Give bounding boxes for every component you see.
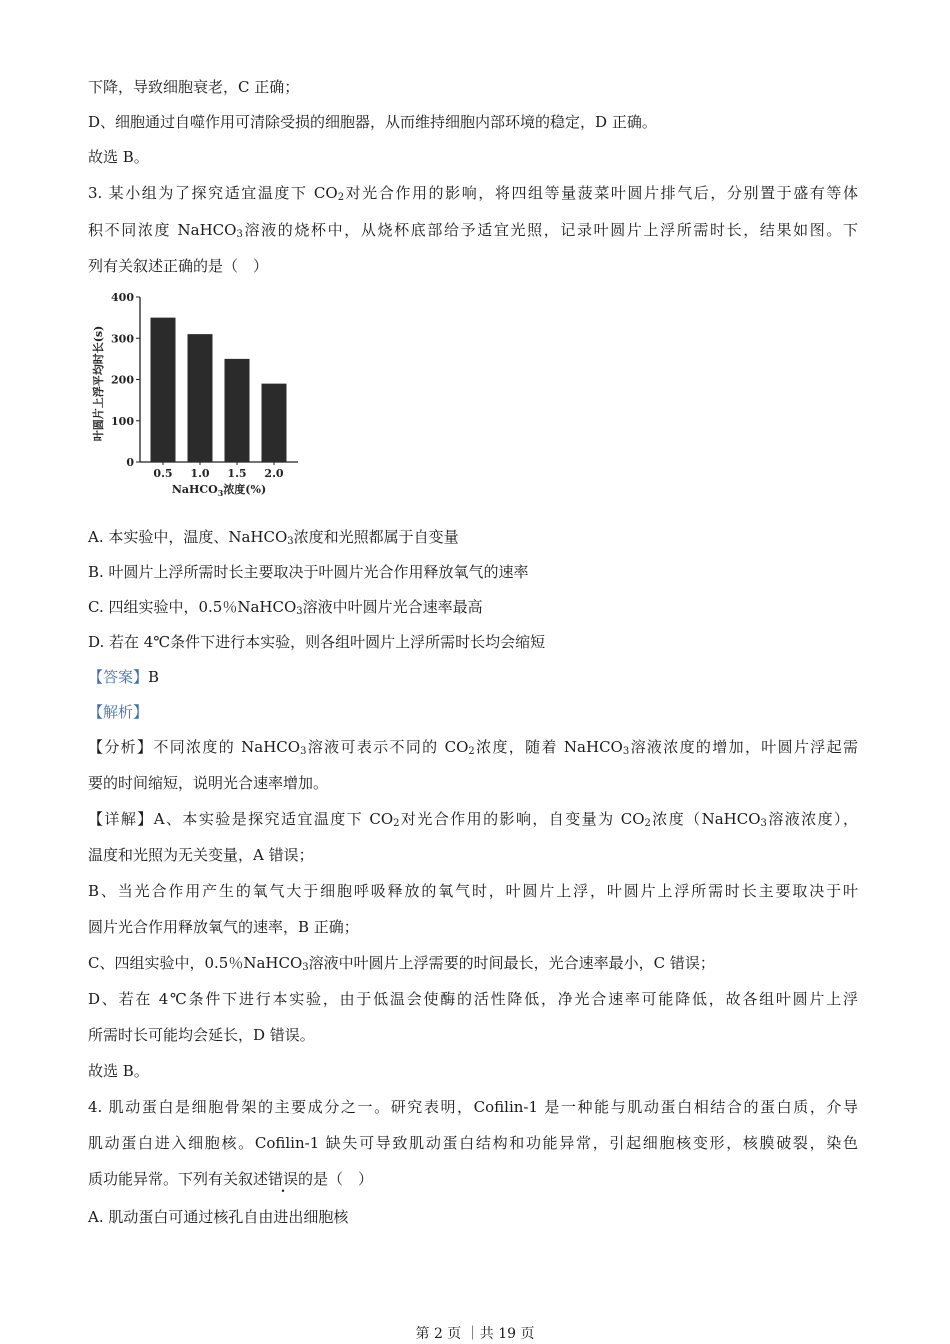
option-b: B. 叶圆片上浮所需时长主要取决于叶圆片光合作用释放氧气的速率 [88, 563, 529, 581]
analysis-tag: 【解析】 [88, 703, 149, 721]
detail-text: B、当光合作用产生的氧气大于细胞呼吸释放的氧气时，叶圆片上浮，叶圆片上浮所需时长主要取决于叶 [88, 882, 858, 900]
detail-text: C、四组实验中，0.5％NaHCO$_3$溶液中叶圆片上浮需要的时间最长，光合速率最小，C 错误； [88, 954, 715, 973]
text-line: D、细胞通过自噬作用可清除受损的细胞器，从而维持细胞内部环境的稳定，D 正确。 [88, 113, 657, 131]
q4-option-a: A. 肌动蛋白可通过核孔自由进出细胞核 [88, 1208, 349, 1226]
detail-text: D、若在 4℃条件下进行本实验，由于低温会使酶的活性降低，净光合速率可能降低，故各组叶圆片上浮 [88, 990, 858, 1008]
detail-text: 故选 B。 [88, 1062, 149, 1080]
question-3-stem: 列有关叙述正确的是（ ） [88, 257, 269, 275]
page-footer: 第 2 页 ｜共 19 页 [415, 1326, 535, 1342]
detail-text: 【详解】A、本实验是探究适宜温度下 $CO_2$对光合作用的影响，自变量为 $CO_2$浓度（NaHCO$_3$溶液浓度）， [88, 810, 858, 829]
option-c: C. 四组实验中，0.5％NaHCO$_3$溶液中叶圆片光合速率最高 [88, 598, 483, 617]
detail-text: 圆片光合作用释放氧气的速率，B 正确； [88, 918, 359, 936]
y-tick-label: 100 [111, 414, 134, 428]
bar [151, 318, 176, 462]
analysis-text: 【分析】不同浓度的 NaHCO$_3$溶液可表示不同的 $CO_2$浓度，随着 NaHCO$_3$溶液浓度的增加，叶圆片浮起需 [88, 738, 858, 757]
x-tick-label: 1.5 [227, 467, 247, 480]
y-tick-label: 400 [111, 291, 134, 304]
question-3-stem: 积不同浓度 NaHCO$_3$溶液的烧杯中，从烧杯底部给予适宜光照，记录叶圆片上浮所需时长，结果如图。下 [88, 221, 858, 240]
x-axis-label: NaHCO$_3$浓度(%) [171, 483, 267, 498]
question-4-stem: 质功能异常。下列有关叙述错误的是（ ） [88, 1170, 374, 1188]
y-tick-label: 200 [111, 373, 134, 387]
option-d: D. 若在 4℃条件下进行本实验，则各组叶圆片上浮所需时长均会缩短 [88, 633, 546, 651]
y-tick-label: 300 [111, 332, 134, 346]
x-tick-label: 0.5 [153, 467, 173, 480]
option-a: A. 本实验中，温度、NaHCO$_3$浓度和光照都属于自变量 [88, 528, 459, 547]
y-axis-label: 叶圆片上浮平均时长(s) [92, 325, 105, 442]
bar-chart [88, 285, 308, 500]
answer-tag: 【答案】 [88, 668, 149, 686]
x-tick-label: 1.0 [190, 467, 210, 480]
question-4-stem: 肌动蛋白进入细胞核。Cofilin-1 缺失可导致肌动蛋白结构和功能异常，引起细胞核变形，核膜破裂，染色 [88, 1134, 858, 1152]
detail-text: 所需时长可能均会延长，D 错误。 [88, 1026, 315, 1044]
question-3-stem: 3. 某小组为了探究适宜温度下 $CO_2$对光合作用的影响，将四组等量菠菜叶圆片排气后，分别置于盛有等体 [88, 184, 858, 203]
bar [225, 359, 250, 462]
bar [262, 384, 287, 462]
text-line: 下降，导致细胞衰老，C 正确； [88, 78, 300, 96]
emphasized-word: 错误 [268, 1170, 299, 1188]
question-4-stem: 4. 肌动蛋白是细胞骨架的主要成分之一。研究表明，Cofilin-1 是一种能与肌动蛋白相结合的蛋白质，介导 [88, 1098, 858, 1116]
text-line: 故选 B。 [88, 148, 149, 166]
answer: 【答案】B [88, 668, 160, 686]
bar [188, 334, 213, 462]
y-tick-label: 0 [126, 456, 134, 469]
detail-text: 温度和光照为无关变量，A 错误； [88, 846, 314, 864]
x-tick-label: 2.0 [264, 467, 284, 480]
analysis-text: 要的时间缩短，说明光合速率增加。 [88, 774, 329, 792]
